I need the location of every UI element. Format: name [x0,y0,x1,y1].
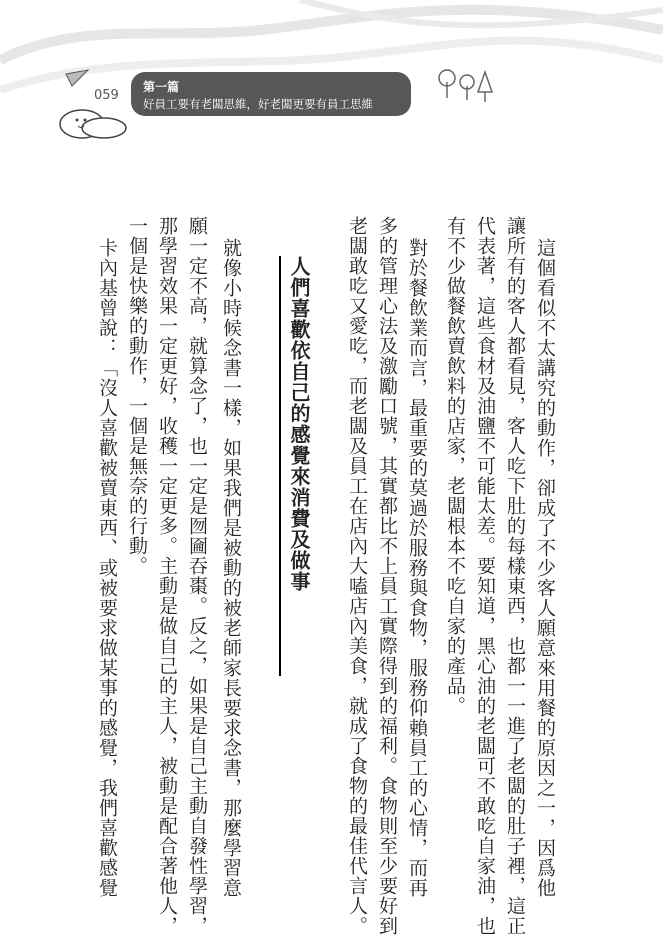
body-text [96,216,556,936]
text-line: 卡內基曾說：「沒人喜歡被賣東西、或被要求做某事的感覺，我們喜歡感覺 [96,238,118,898]
text-line: 就像小時候念書一樣，如果我們是被動的被老師家長要求念書，那麼學習意 [220,238,242,898]
section-heading: 人們喜歡依自己的感覺來消費及做事 [279,256,310,676]
sleeping-bear-icon [52,66,132,146]
text-line: 對於餐飲業而言，最重要的莫過於服務與食物，服務仰賴員工的心情，而再 [406,238,428,898]
text-line: 有不少做餐飲賣飲料的店家，老闆根本不吃自家的產品。 [444,216,466,716]
page-number: 059 [94,88,119,103]
trees-icon [437,64,497,104]
text-line: 老闆敢吃又愛吃，而老闆及員工在店內大嗑店內美食，就成了食物的最佳代言人。 [346,216,368,936]
text-line: 代表著，這些食材及油鹽不可能太差。要知道，黑心油的老闆可不敢吃自家油，也 [474,216,496,936]
text-line: 願一定不高，就算念了，也一定是囫圇吞棗。反之，如果是自己主動自發性學習， [186,216,208,936]
chapter-banner [131,72,411,116]
text-line: 讓所有的客人都看見，客人吃下肚的每樣東西，也都一一進了老闆的肚子裡，這正 [504,216,526,936]
text-line: 一個是快樂的動作，一個是無奈的行動。 [126,216,148,576]
text-line: 這個看似不太講究的動作，卻成了不少客人願意來用餐的原因之一，因爲他 [534,238,556,898]
text-line: 多的管理心法及激勵口號，其實都比不上員工實際得到的福利。食物則至少要好到 [376,216,398,936]
text-line: 那學習效果一定更好，收穫一定更多。主動是做自己的主人，被動是配合著他人， [156,216,178,936]
chapter-subtitle: 好員工要有老闆思維，好老闆更要有員工思維 [143,97,373,111]
part-label: 第一篇 [143,80,180,94]
